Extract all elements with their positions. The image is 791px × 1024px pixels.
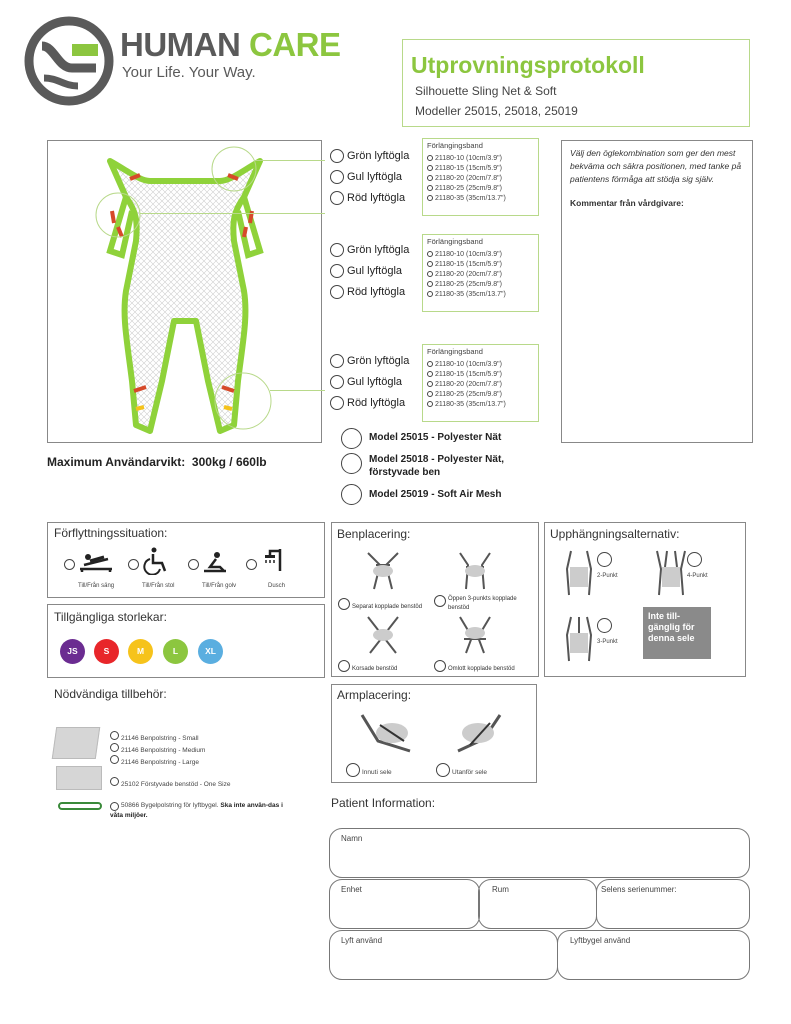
radio-circle[interactable] bbox=[110, 755, 119, 764]
brand-name-care: CARE bbox=[249, 26, 341, 63]
suspension-label: 2-Punkt bbox=[597, 573, 618, 579]
radio-circle[interactable] bbox=[427, 271, 433, 277]
serial-number-field[interactable]: Selens serienummer: bbox=[596, 879, 750, 929]
radio-circle[interactable] bbox=[330, 396, 344, 410]
legs-title: Benplacering: bbox=[337, 527, 411, 541]
loop-option[interactable] bbox=[330, 285, 405, 299]
radio-circle[interactable] bbox=[427, 361, 433, 367]
loop-option[interactable] bbox=[330, 170, 402, 184]
radio-circle[interactable] bbox=[330, 149, 344, 163]
size-badge-l[interactable]: L bbox=[163, 639, 188, 664]
arm-outside-icon bbox=[450, 711, 510, 757]
suspension-option[interactable] bbox=[597, 551, 612, 569]
loop-label: Röd lyftögla bbox=[347, 285, 406, 298]
transfer-label: Till/Från säng bbox=[78, 583, 115, 589]
loop-option[interactable] bbox=[330, 243, 409, 257]
legs-box bbox=[331, 522, 539, 677]
transfer-label: Dusch bbox=[268, 583, 286, 589]
radio-circle[interactable] bbox=[341, 453, 362, 474]
radio-circle[interactable] bbox=[330, 375, 344, 389]
transfer-option[interactable] bbox=[64, 551, 124, 595]
loop-label: Grön lyftögla bbox=[347, 243, 410, 256]
transfer-option[interactable] bbox=[188, 551, 248, 595]
radio-circle[interactable] bbox=[597, 552, 612, 567]
model-code: Model 25018 bbox=[369, 454, 429, 465]
band-option[interactable]: 21180-10 (10cm/3.9") bbox=[427, 360, 534, 370]
size-badge-m[interactable]: M bbox=[128, 639, 153, 664]
loop-option[interactable] bbox=[330, 354, 409, 368]
suspension-option[interactable] bbox=[687, 551, 702, 569]
band-title: Förlängingsband bbox=[427, 347, 483, 356]
band-option[interactable]: 21180-20 (20cm/7.8") bbox=[427, 174, 534, 184]
extension-band-box bbox=[422, 234, 539, 312]
leg-option[interactable]: Korsade benstöd bbox=[338, 657, 438, 675]
arm-option[interactable]: Innuti sele bbox=[346, 761, 392, 779]
radio-circle[interactable] bbox=[597, 618, 612, 633]
band-option[interactable]: 21180-25 (25cm/9.8") bbox=[427, 184, 534, 194]
band-option[interactable]: 21180-25 (25cm/9.8") bbox=[427, 390, 534, 400]
radio-circle[interactable] bbox=[330, 285, 344, 299]
band-option[interactable]: 21180-35 (35cm/13.7") bbox=[427, 290, 534, 300]
accessory-option[interactable]: 21146 Benpolstring - Small bbox=[110, 727, 199, 745]
arms-box bbox=[331, 684, 537, 783]
radio-circle[interactable] bbox=[188, 559, 199, 570]
name-field[interactable]: Namn bbox=[329, 828, 750, 878]
room-field[interactable]: Rum bbox=[478, 879, 597, 929]
band-option[interactable]: 21180-15 (15cm/5.9") bbox=[427, 370, 534, 380]
bed-icon bbox=[78, 551, 114, 573]
band-option[interactable]: 21180-35 (35cm/13.7") bbox=[427, 194, 534, 204]
band-option[interactable]: 21180-20 (20cm/7.8") bbox=[427, 270, 534, 280]
suspension-label: 4-Punkt bbox=[687, 573, 708, 579]
model-desc: - Polyester Nät, förstyvade ben bbox=[369, 454, 505, 478]
accessory-option[interactable]: 21146 Benpolstring - Large bbox=[110, 751, 199, 769]
title-box bbox=[402, 39, 750, 127]
lift-used-field[interactable]: Lyft använd bbox=[329, 930, 558, 980]
radio-circle[interactable] bbox=[427, 261, 433, 267]
loop-label: Grön lyftögla bbox=[347, 354, 410, 367]
radio-circle[interactable] bbox=[338, 598, 350, 610]
model-desc: - Soft Air Mesh bbox=[428, 489, 502, 500]
transfer-option[interactable] bbox=[246, 551, 306, 595]
instructions-text: Välj den öglekombination som ger den mest bekväma och säkra positionen, med tanke på patientens förmåga att stödja sig själv. bbox=[570, 148, 742, 184]
radio-circle[interactable] bbox=[330, 170, 344, 184]
radio-circle[interactable] bbox=[427, 291, 433, 297]
radio-circle[interactable] bbox=[427, 401, 433, 407]
radio-circle[interactable] bbox=[427, 155, 433, 161]
accessories-title: Nödvändiga tillbehör: bbox=[54, 687, 167, 701]
logo-mark-icon bbox=[24, 16, 114, 106]
model-code: Model 25015 bbox=[369, 432, 429, 443]
radio-circle[interactable] bbox=[427, 165, 433, 171]
floor-icon bbox=[202, 551, 228, 573]
padding-image bbox=[52, 727, 100, 759]
radio-circle[interactable] bbox=[427, 391, 433, 397]
radio-circle[interactable] bbox=[427, 371, 433, 377]
size-badge-xl[interactable]: XL bbox=[198, 639, 223, 664]
transfer-label: Till/Från stol bbox=[142, 583, 175, 589]
band-option[interactable]: 21180-20 (20cm/7.8") bbox=[427, 380, 534, 390]
loop-label: Gul lyftögla bbox=[347, 375, 403, 388]
loop-label: Röd lyftögla bbox=[347, 191, 406, 204]
not-available-overlay bbox=[643, 607, 711, 659]
loop-option[interactable] bbox=[330, 396, 405, 410]
radio-circle[interactable] bbox=[338, 660, 350, 672]
sling-diagram bbox=[48, 141, 323, 444]
loop-group-2 bbox=[330, 236, 540, 314]
arm-inside-icon bbox=[358, 711, 418, 757]
leg-option[interactable]: Omlott kopplade benstöd bbox=[434, 657, 536, 675]
radio-circle[interactable] bbox=[427, 281, 433, 287]
connector-line-mid bbox=[140, 213, 325, 214]
radio-circle[interactable] bbox=[687, 552, 702, 567]
leg-figure-separate-icon bbox=[360, 551, 406, 591]
radio-circle[interactable] bbox=[330, 354, 344, 368]
suspension-box bbox=[544, 522, 746, 677]
not-available-text: Inte till-gänglig för denna sele bbox=[648, 611, 695, 643]
unit-field[interactable]: Enhet bbox=[329, 879, 480, 929]
spreader-bar-image bbox=[58, 802, 102, 810]
radio-circle[interactable] bbox=[110, 802, 119, 811]
loop-label: Röd lyftögla bbox=[347, 396, 406, 409]
leg-figure-crossed-icon bbox=[360, 615, 406, 655]
model-desc: - Polyester Nät bbox=[428, 432, 502, 443]
transfer-box bbox=[47, 522, 325, 598]
accessory-option[interactable]: 21146 Benpolstring - Medium bbox=[110, 739, 205, 757]
loop-group-1 bbox=[330, 140, 540, 218]
suspension-label: 3-Punkt bbox=[597, 639, 618, 645]
radio-circle[interactable] bbox=[427, 195, 433, 201]
comment-label: Kommentar från vårdgivare: bbox=[570, 198, 684, 208]
arms-title: Armplacering: bbox=[337, 688, 412, 702]
band-option[interactable]: 21180-10 (10cm/3.9") bbox=[427, 250, 534, 260]
band-title: Förlängingsband bbox=[427, 237, 483, 246]
brand-tagline: Your Life. Your Way. bbox=[122, 64, 256, 81]
logo bbox=[24, 16, 341, 106]
shower-icon bbox=[260, 547, 286, 573]
max-weight: Maximum Användarvikt: 300kg / 660lb bbox=[47, 455, 267, 469]
loop-option[interactable] bbox=[330, 191, 405, 205]
radio-circle[interactable] bbox=[434, 595, 446, 607]
radio-circle[interactable] bbox=[330, 243, 344, 257]
radio-circle[interactable] bbox=[434, 660, 446, 672]
band-option[interactable]: 21180-15 (15cm/5.9") bbox=[427, 260, 534, 270]
subtitle-product: Silhouette Sling Net & Soft bbox=[415, 84, 557, 98]
radio-circle[interactable] bbox=[330, 264, 344, 278]
loop-option[interactable] bbox=[330, 264, 402, 278]
subtitle-models: Modeller 25015, 25018, 25019 bbox=[415, 104, 578, 118]
instructions-box bbox=[561, 140, 753, 443]
loop-group-3 bbox=[330, 346, 540, 424]
loop-label: Gul lyftögla bbox=[347, 170, 403, 183]
suspension-2point-icon bbox=[561, 549, 597, 599]
loop-label: Grön lyftögla bbox=[347, 149, 410, 162]
radio-circle[interactable] bbox=[427, 185, 433, 191]
band-option[interactable]: 21180-25 (25cm/9.8") bbox=[427, 280, 534, 290]
radio-circle[interactable] bbox=[341, 484, 362, 505]
model-code: Model 25019 bbox=[369, 489, 429, 500]
radio-circle[interactable] bbox=[341, 428, 362, 449]
radio-circle[interactable] bbox=[427, 251, 433, 257]
leg-option[interactable]: Öppen 3-punkts kopplade benstöd bbox=[434, 595, 536, 613]
suspension-option[interactable] bbox=[597, 617, 612, 635]
transfer-label: Till/Från golv bbox=[202, 583, 237, 589]
extension-band-box bbox=[422, 344, 539, 422]
radio-circle[interactable] bbox=[427, 175, 433, 181]
accessory-option[interactable]: 50866 Bygelpolstring för lyftbygel. Ska inte använ-das i våta miljöer. bbox=[110, 802, 283, 819]
band-title: Förlängingsband bbox=[427, 141, 483, 150]
radio-circle[interactable] bbox=[64, 559, 75, 570]
leg-figure-wrap-icon bbox=[452, 615, 498, 655]
leg-option[interactable]: Separat kopplade benstöd bbox=[338, 595, 438, 613]
loop-option[interactable] bbox=[330, 149, 409, 163]
brand-name-human: HUMAN bbox=[120, 26, 241, 63]
sizes-title: Tillgängliga storlekar: bbox=[54, 610, 167, 624]
patient-title: Patient Information: bbox=[331, 796, 436, 810]
stiffener-image bbox=[56, 766, 102, 790]
connector-line-bottom bbox=[270, 390, 325, 391]
radio-circle[interactable] bbox=[346, 763, 360, 777]
band-option[interactable]: 21180-35 (35cm/13.7") bbox=[427, 400, 534, 410]
suspension-title: Upphängningsalternativ: bbox=[550, 527, 680, 541]
radio-circle[interactable] bbox=[330, 191, 344, 205]
spreader-bar-used-field[interactable]: Lyftbygel använd bbox=[557, 930, 750, 980]
sling-image-box bbox=[47, 140, 322, 443]
suspension-3point-icon bbox=[561, 615, 597, 665]
suspension-4point-icon bbox=[653, 549, 689, 599]
accessory-option[interactable]: 25102 Förstyvade benstöd - One Size bbox=[110, 773, 230, 791]
radio-circle[interactable] bbox=[128, 559, 139, 570]
arm-option[interactable]: Utanför sele bbox=[436, 761, 487, 779]
connector-line-top bbox=[255, 160, 325, 161]
radio-circle[interactable] bbox=[246, 559, 257, 570]
leg-figure-open-icon bbox=[452, 551, 498, 591]
extension-band-box bbox=[422, 138, 539, 216]
size-badge-s[interactable]: S bbox=[94, 639, 119, 664]
radio-circle[interactable] bbox=[436, 763, 450, 777]
radio-circle[interactable] bbox=[110, 777, 119, 786]
radio-circle[interactable] bbox=[427, 381, 433, 387]
transfer-option[interactable] bbox=[128, 551, 188, 595]
loop-label: Gul lyftögla bbox=[347, 264, 403, 277]
loop-option[interactable] bbox=[330, 375, 402, 389]
band-option[interactable]: 21180-10 (10cm/3.9") bbox=[427, 154, 534, 164]
page-title: Utprovningsprotokoll bbox=[411, 52, 645, 78]
transfer-title: Förflyttningssituation: bbox=[54, 526, 168, 540]
band-option[interactable]: 21180-15 (15cm/5.9") bbox=[427, 164, 534, 174]
sizes-box bbox=[47, 604, 325, 678]
size-badge-js[interactable]: JS bbox=[60, 639, 85, 664]
wheelchair-icon bbox=[142, 547, 170, 575]
